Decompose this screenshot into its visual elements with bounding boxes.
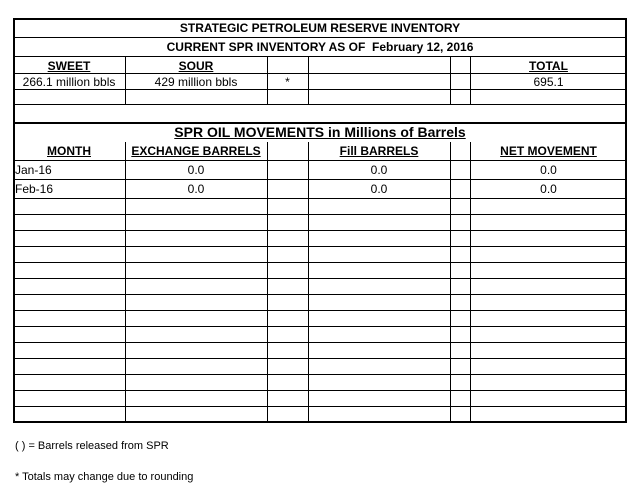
- column-line: [125, 142, 126, 422]
- column-line: [470, 142, 471, 422]
- column-line: [450, 142, 451, 422]
- row-line: [13, 246, 627, 247]
- row-line: [13, 198, 627, 199]
- divider: [13, 37, 627, 38]
- row-line: [13, 310, 627, 311]
- total-value: 695.1: [533, 75, 564, 89]
- divider: [13, 160, 627, 161]
- as-of-line: [13, 41, 627, 53]
- divider: [13, 73, 627, 74]
- column-line: [125, 57, 126, 104]
- row-month: Jan-16: [15, 163, 52, 177]
- as-of-label: CURRENT SPR INVENTORY AS OF: [166, 40, 366, 54]
- asterisk-mark: *: [285, 75, 290, 89]
- sour-value: 429 million bbls: [154, 75, 238, 89]
- row-line: [13, 278, 627, 279]
- divider: [13, 104, 627, 105]
- rounding-note: * Totals may change due to rounding: [15, 471, 194, 483]
- total-header: TOTAL: [529, 59, 568, 73]
- sheet-title: STRATEGIC PETROLEUM RESERVE INVENTORY: [179, 21, 461, 35]
- row-line: [13, 326, 627, 327]
- net-movement-header: NET MOVEMENT: [500, 144, 597, 158]
- row-fill: 0.0: [370, 182, 388, 196]
- fill-header: Fill BARRELS: [339, 144, 419, 158]
- divider: [13, 89, 627, 90]
- row-exchange: 0.0: [187, 163, 205, 177]
- row-month: Feb-16: [15, 182, 54, 196]
- column-line: [450, 57, 451, 104]
- column-line: [308, 142, 309, 422]
- month-header: MONTH: [47, 144, 91, 158]
- exchange-header: EXCHANGE BARRELS: [131, 144, 261, 158]
- row-line: [13, 342, 627, 343]
- sweet-header: SWEET: [47, 59, 91, 73]
- row-line: [13, 262, 627, 263]
- movements-title: SPR OIL MOVEMENTS in Millions of Barrels: [174, 124, 466, 140]
- row-net: 0.0: [540, 182, 557, 196]
- column-line: [470, 57, 471, 104]
- row-line: [13, 214, 627, 215]
- column-line: [308, 57, 309, 104]
- row-fill: 0.0: [370, 163, 388, 177]
- released-note: ( ) = Barrels released from SPR: [15, 440, 169, 452]
- row-line: [13, 406, 627, 407]
- row-line: [13, 230, 627, 231]
- row-line: [13, 358, 627, 359]
- column-line: [267, 57, 268, 104]
- sweet-value: 266.1 million bbls: [22, 75, 116, 89]
- divider: [13, 56, 627, 57]
- row-line: [13, 294, 627, 295]
- row-net: 0.0: [540, 163, 557, 177]
- row-line: [13, 179, 627, 180]
- row-line: [13, 390, 627, 391]
- column-line: [267, 142, 268, 422]
- row-line: [13, 374, 627, 375]
- sour-header: SOUR: [178, 59, 214, 73]
- row-exchange: 0.0: [187, 182, 205, 196]
- as-of-date: February 12, 2016: [371, 40, 474, 54]
